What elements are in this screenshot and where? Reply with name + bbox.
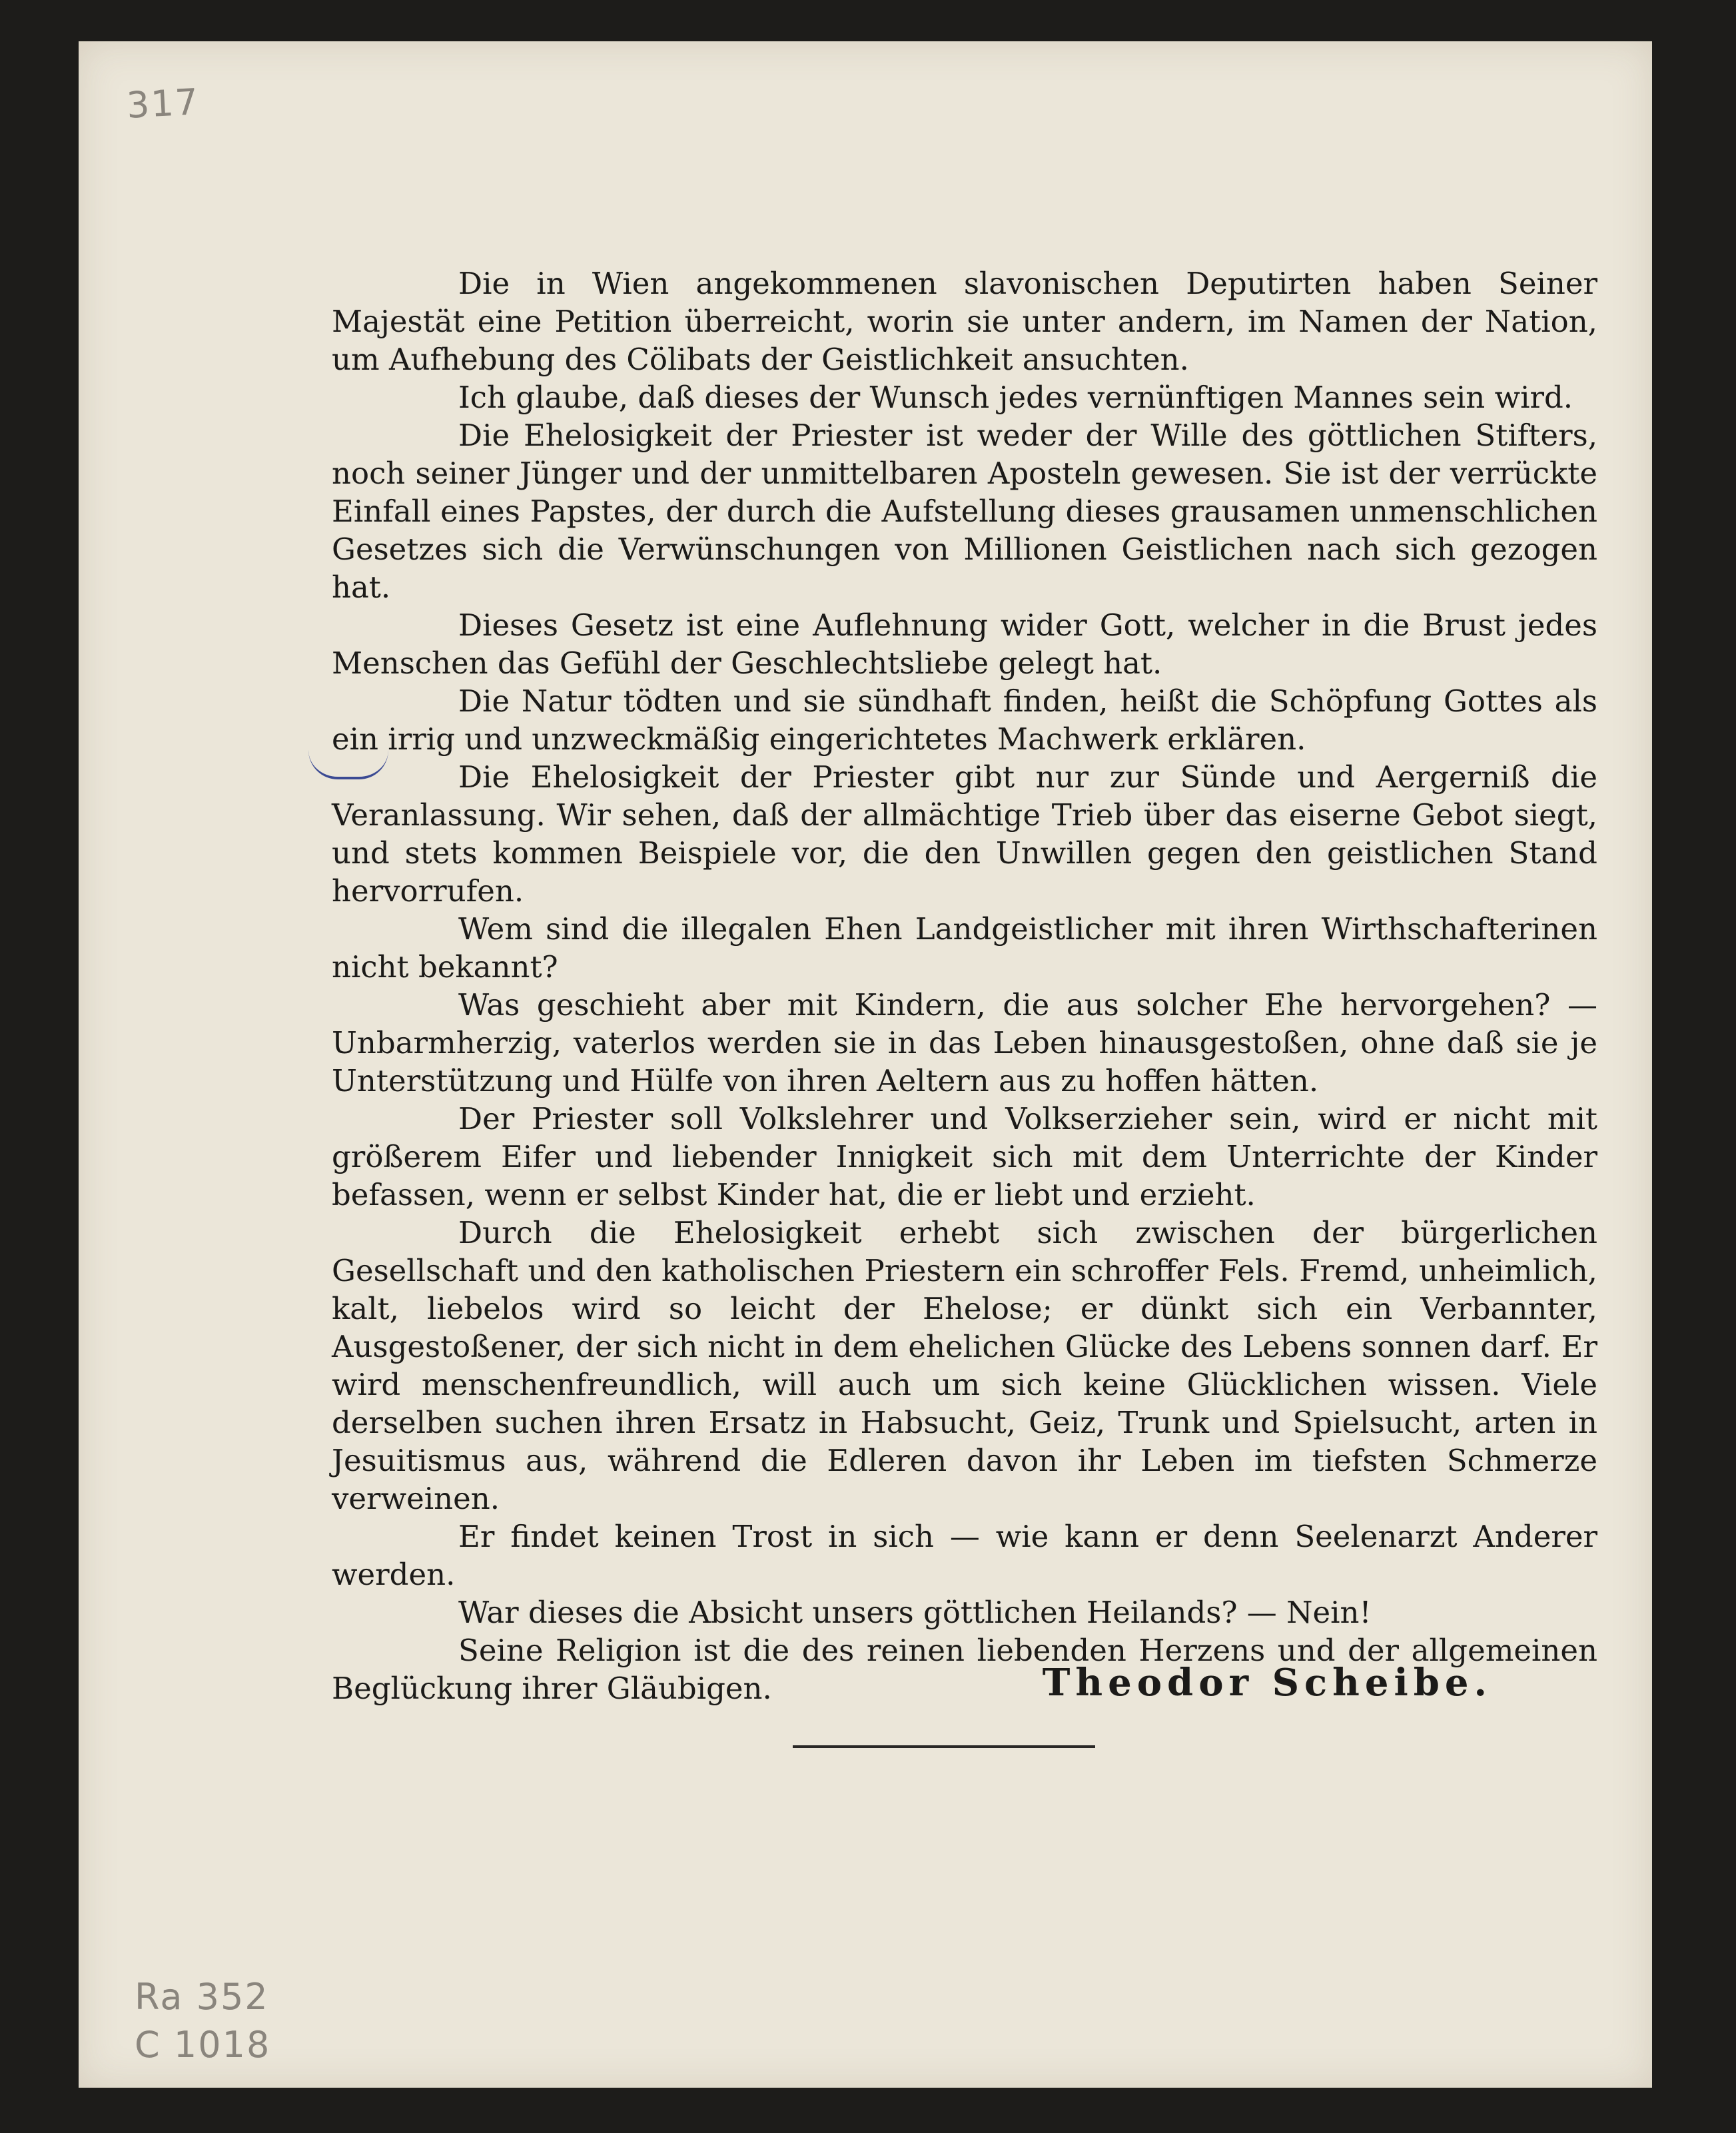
paragraph-9: Der Priester soll Volkslehrer und Volkserzieher sein, wird er nicht mit größerem Eifer und liebender Innigkeit sich mit dem Unterrichte der Kinder befassen, wenn er selbst Kinder hat, die er liebt und erzieht. — [332, 1101, 1597, 1212]
document-sheet — [79, 41, 1652, 2088]
document-body — [332, 264, 1597, 1707]
paragraph-3: Die Ehelosigkeit der Priester ist weder der Wille des göttlichen Stifters, noch seiner Jünger und der unmittelbaren Aposteln gewesen. Sie ist der verrückte Einfall eines Papstes, der durch die Aufstellung dieses grausamen unmenschlichen Gesetzes sich die Verwünschungen von Millionen Geistlichen nach sich gezogen hat. — [332, 418, 1597, 605]
shelfmark-note-2: C 1018 — [135, 2024, 271, 2066]
paragraph-12: War dieses die Absicht unsers göttlichen Heilands? — Nein! — [458, 1595, 1372, 1630]
paragraph-4: Dieses Gesetz ist eine Auflehnung wider Gott, welcher in die Brust jedes Menschen das Gefühl der Geschlechtsliebe gelegt hat. — [332, 608, 1597, 681]
paragraph-10: Durch die Ehelosigkeit erhebt sich zwischen der bürgerlichen Gesellschaft und den katholischen Priestern ein schroffer Fels. Fremd, unheimlich, kalt, liebelos wird so leicht der Ehelose; er dünkt sich ein Verbannter, Ausgestoßener, der sich nicht in dem ehelichen Glücke des Lebens sonnen darf. Er wird menschenfreundlich, will auch um sich keine Glücklichen wissen. Viele derselben suchen ihren Ersatz in Habsucht, Geiz, Trunk und Spielsucht, arten in Jesuitismus aus, während die Edleren davon ihr Leben im tiefsten Schmerze verweinen. — [332, 1215, 1597, 1516]
paragraph-1: Die in Wien angekommenen slavonischen Deputirten haben Seiner Majestät eine Petition überreicht, worin sie unter andern, im Namen der Nation, um Aufhebung des Cölibats der Geistlichkeit ansuchten. — [332, 266, 1597, 377]
paragraph-13: Seine Religion ist die des reinen liebenden Herzens und der allgemeinen Beglückung ihrer Gläubigen. — [332, 1633, 1597, 1706]
closing-rule — [793, 1745, 1095, 1748]
paragraph-5: Die Natur tödten und sie sündhaft finden, heißt die Schöpfung Gottes als ein irrig und unzweckmäßig eingerichtetes Machwerk erklären. — [332, 683, 1597, 757]
shelfmark-note-1: Ra 352 — [135, 1976, 269, 2018]
paragraph-11: Er findet keinen Trost in sich — wie kann er denn Seelenarzt Anderer werden. — [332, 1519, 1597, 1592]
paragraph-7: Wem sind die illegalen Ehen Landgeistlicher mit ihren Wirthschafterinen nicht bekannt? — [332, 911, 1597, 985]
signature: Theodor Scheibe. — [1042, 1661, 1492, 1705]
paragraph-2: Ich glaube, daß dieses der Wunsch jedes vernünftigen Mannes sein wird. — [458, 380, 1573, 415]
paragraph-6: Die Ehelosigkeit der Priester gibt nur zur Sünde und Aergerniß die Veranlassung. Wir sehen, daß der allmächtige Trieb über das eiserne Gebot siegt, und stets kommen Beispiele vor, die den Unwillen gegen den geistlichen Stand hervorrufen. — [332, 759, 1597, 909]
paragraph-8: Was geschieht aber mit Kindern, die aus solcher Ehe hervorgehen? — Unbarmherzig, vaterlos werden sie in das Leben hinausgestoßen, ohne daß sie je Unterstützung und Hülfe von ihren Aeltern aus zu hoffen hätten. — [332, 987, 1597, 1098]
archive-number-note: 317 — [125, 81, 201, 127]
